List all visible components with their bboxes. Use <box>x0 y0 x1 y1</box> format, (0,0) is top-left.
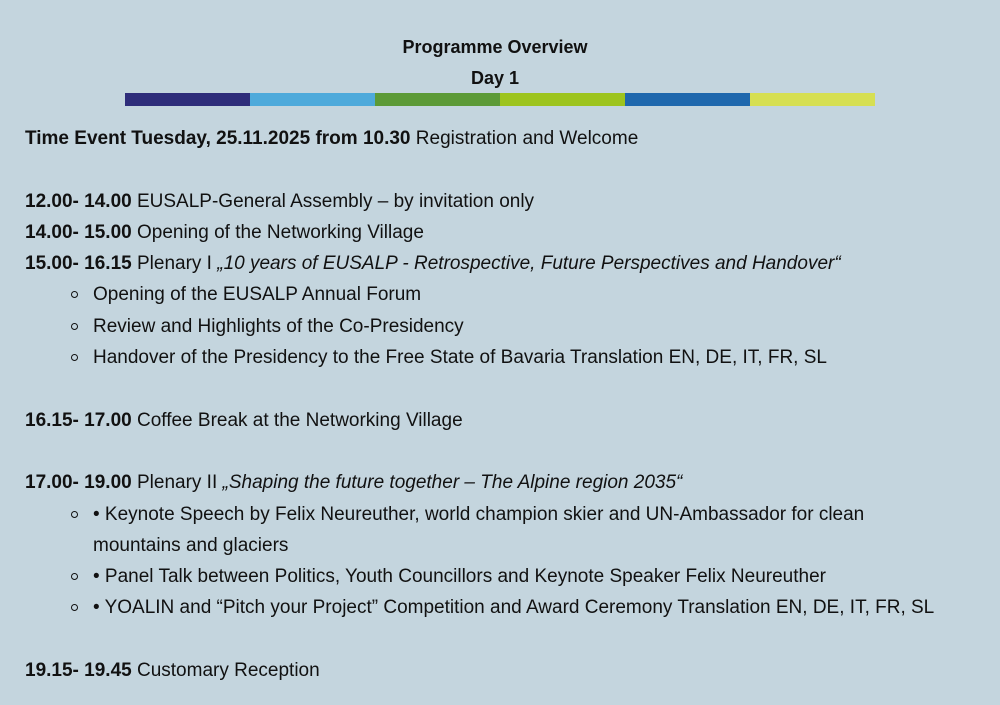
agenda-time: 16.15- 17.00 <box>25 409 132 431</box>
color-bar <box>125 93 875 106</box>
agenda-item <box>25 405 985 436</box>
list-item: Handover of the Presidency to the Free State of Bavaria Translation EN, DE, IT, FR, SL <box>25 342 985 373</box>
programme-header <box>0 32 990 94</box>
list-item: • YOALIN and “Pitch your Project” Competition and Award Ceremony Translation EN, DE, IT, FR, SL <box>25 592 985 623</box>
agenda-time: 19.15- 19.45 <box>25 660 132 682</box>
list-item: • Keynote Speech by Felix Neureuther, world champion skier and UN-Ambassador for clean mountains and glaciers <box>25 499 953 562</box>
agenda-item <box>25 217 985 248</box>
intro-text: Registration and Welcome <box>410 128 639 149</box>
intro-bold: Time Event Tuesday, 25.11.2025 from 10.30 <box>25 128 411 149</box>
list-item: Opening of the EUSALP Annual Forum <box>25 279 985 310</box>
list-item: Review and Highlights of the Co-Presidency <box>25 311 985 342</box>
agenda-text: Plenary II <box>131 472 223 494</box>
agenda-title: „10 years of EUSALP - Retrospective, Future Perspectives and Handover“ <box>217 253 841 275</box>
agenda-item <box>25 467 985 498</box>
agenda-text: Customary Reception <box>131 660 320 682</box>
agenda-text: EUSALP-General Assembly – by invitation only <box>131 190 535 212</box>
agenda-item <box>25 248 985 279</box>
agenda-time: 17.00- 19.00 <box>25 472 132 494</box>
page-title: Programme Overview <box>402 37 588 57</box>
color-segment-5 <box>625 93 750 106</box>
agenda-item <box>25 655 985 686</box>
color-segment-3 <box>375 93 500 106</box>
agenda-item <box>25 186 985 217</box>
agenda-text: Coffee Break at the Networking Village <box>131 409 463 431</box>
color-segment-4 <box>500 93 625 106</box>
agenda-time: 12.00- 14.00 <box>25 190 132 212</box>
color-segment-1 <box>125 93 250 106</box>
programme-content <box>25 123 985 686</box>
agenda-time: 15.00- 16.15 <box>25 253 132 275</box>
color-segment-6 <box>750 93 875 106</box>
intro-line <box>25 123 985 154</box>
agenda-text: Plenary I <box>131 253 218 275</box>
list-item: • Panel Talk between Politics, Youth Councillors and Keynote Speaker Felix Neureuther <box>25 561 985 592</box>
color-segment-2 <box>250 93 375 106</box>
agenda-time: 14.00- 15.00 <box>25 221 132 243</box>
agenda-text: Opening of the Networking Village <box>131 221 424 243</box>
agenda-title: „Shaping the future together – The Alpine region 2035“ <box>222 472 683 494</box>
day-label: Day 1 <box>470 68 520 88</box>
